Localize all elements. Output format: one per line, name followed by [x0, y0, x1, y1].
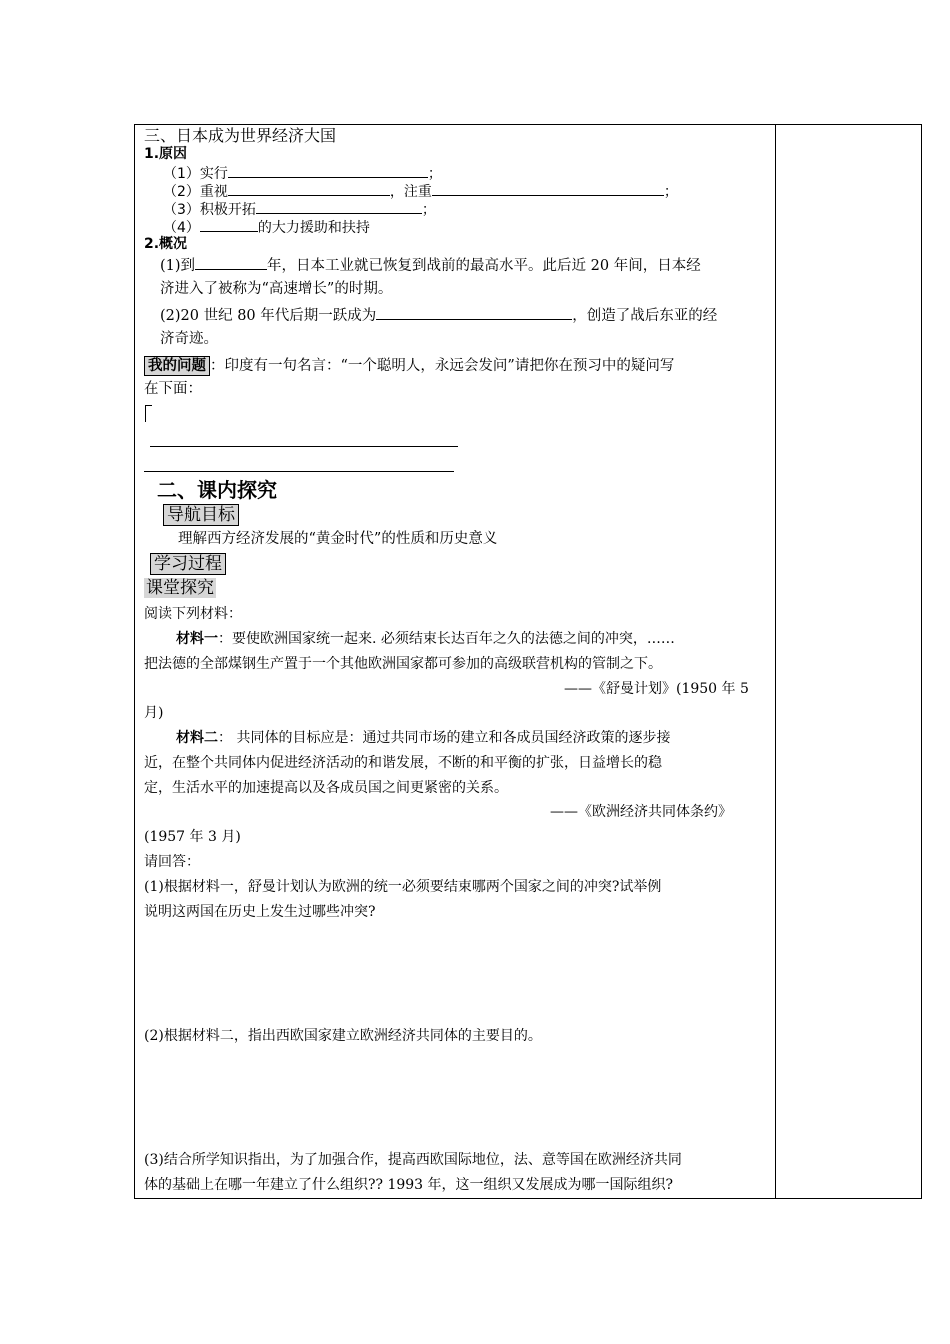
- question-3-line-b: 体的基础上在哪一年建立了什么组织?? 1993 年，这一组织又发展成为哪一国际组织?: [144, 1177, 674, 1193]
- material-2-line-b: 近，在整个共同体内促进经济活动的和谐发展，不断的和平衡的扩张，日益增长的稳: [144, 755, 662, 771]
- overview-2-start: (2)20 世纪 80 年代后期一跃成为: [160, 308, 377, 324]
- overview-2-line-a: [160, 305, 717, 325]
- answer-line-2[interactable]: [144, 471, 454, 472]
- material-1-line-a: [176, 630, 675, 648]
- section2-title: 二、课内探究: [157, 478, 277, 502]
- my-question-label: 我的问题: [144, 356, 210, 376]
- answer-intro: 请回答：: [144, 854, 200, 870]
- nav-goal-label: 导航目标: [163, 504, 239, 526]
- material-2-source-2: (1957 年 3 月): [144, 829, 241, 845]
- reason-2-mid: ，注重: [389, 184, 432, 200]
- overview-1-rest: 年，日本工业就已恢复到战前的最高水平。此后近 20 年间，日本经: [267, 258, 701, 274]
- overview-2-rest: ，创造了战后东亚的经: [572, 308, 718, 324]
- material-2-text-a: ： 共同体的目标应是：通过共同市场的建立和各成员国经济政策的逐步接: [218, 730, 671, 746]
- overview-heading: 2.概况: [144, 236, 188, 252]
- reason-3-blank[interactable]: [256, 199, 422, 214]
- section3-title: 三、日本成为世界经济大国: [144, 126, 337, 145]
- answer-line-1[interactable]: [150, 446, 458, 447]
- overview-2-line-b: 济奇迹。: [160, 331, 218, 347]
- read-intro: 阅读下列材料：: [144, 606, 242, 622]
- question-1-line-b: 说明这两国在历史上发生过哪些冲突?: [144, 904, 376, 920]
- nav-goal-row: [163, 504, 239, 526]
- my-question-text: ：印度有一句名言：“一个聪明人，永远会发问”请把你在预习中的疑问写: [210, 358, 675, 374]
- my-question-text-2: 在下面：: [144, 381, 202, 397]
- nav-goal-text: 理解西方经济发展的“黄金时代”的性质和历史意义: [178, 531, 498, 547]
- reason-2: [163, 181, 678, 201]
- reason-4-blank[interactable]: [200, 217, 258, 232]
- reason-2-prefix: （2）重视: [163, 184, 228, 200]
- material-2-source: ——《欧洲经济共同体条约》: [550, 804, 732, 820]
- reason-3: [163, 199, 436, 219]
- overview-1-line-b: 济进入了被称为“高速增长”的时期。: [160, 281, 393, 297]
- material-2-line-c: 定，生活水平的加速提高以及各成员国之间更紧密的关系。: [144, 780, 508, 796]
- reason-1-prefix: （1）实行: [163, 166, 228, 182]
- reason-3-prefix: （3）积极开拓: [163, 202, 256, 218]
- process-row: [150, 553, 226, 575]
- reason-1: [163, 163, 442, 183]
- overview-2-blank[interactable]: [376, 305, 572, 320]
- material-1-source-2: 月): [144, 705, 164, 721]
- reason-4-suffix: 的大力援助和扶持: [257, 220, 370, 236]
- reason-2-suffix: ；: [663, 184, 678, 200]
- reason-4-prefix: （4）: [163, 220, 200, 236]
- reason-2-blank-a[interactable]: [228, 181, 390, 196]
- reason-2-blank-b[interactable]: [432, 181, 664, 196]
- process-label: 学习过程: [150, 553, 226, 575]
- text-cursor-bracket: [145, 405, 152, 422]
- material-2-label: 材料二: [176, 730, 218, 746]
- overview-1-line-a: [160, 255, 701, 275]
- column-divider: [775, 124, 776, 1199]
- my-question-line: [144, 356, 674, 376]
- material-1-line-b: 把法德的全部煤钢生产置于一个其他欧洲国家都可参加的高级联营机构的管制之下。: [144, 656, 662, 672]
- question-1-line-a: (1)根据材料一，舒曼计划认为欧洲的统一必须要结束哪两个国家之间的冲突?试举例: [144, 879, 662, 895]
- reason-3-suffix: ；: [421, 202, 436, 218]
- overview-1-start: (1)到: [160, 258, 196, 274]
- material-1-text-a: ：要使欧洲国家统一起来. 必须结束长达百年之久的法德之间的冲突，……: [218, 631, 675, 647]
- question-3-line-a: (3)结合所学知识指出，为了加强合作，提高西欧国际地位，法、意等国在欧洲经济共同: [144, 1152, 682, 1168]
- material-1-label: 材料一: [176, 631, 218, 647]
- reason-1-suffix: ；: [427, 166, 442, 182]
- material-1-source: ——《舒曼计划》(1950 年 5: [564, 681, 749, 697]
- reason-4: [163, 217, 370, 237]
- reasons-heading: 1.原因: [144, 146, 188, 162]
- material-2-line-a: [176, 729, 670, 747]
- class-explore-label: 课堂探究: [146, 578, 214, 598]
- overview-1-blank[interactable]: [195, 255, 267, 270]
- reason-1-blank[interactable]: [228, 163, 428, 178]
- question-2: (2)根据材料二，指出西欧国家建立欧洲经济共同体的主要目的。: [144, 1028, 542, 1044]
